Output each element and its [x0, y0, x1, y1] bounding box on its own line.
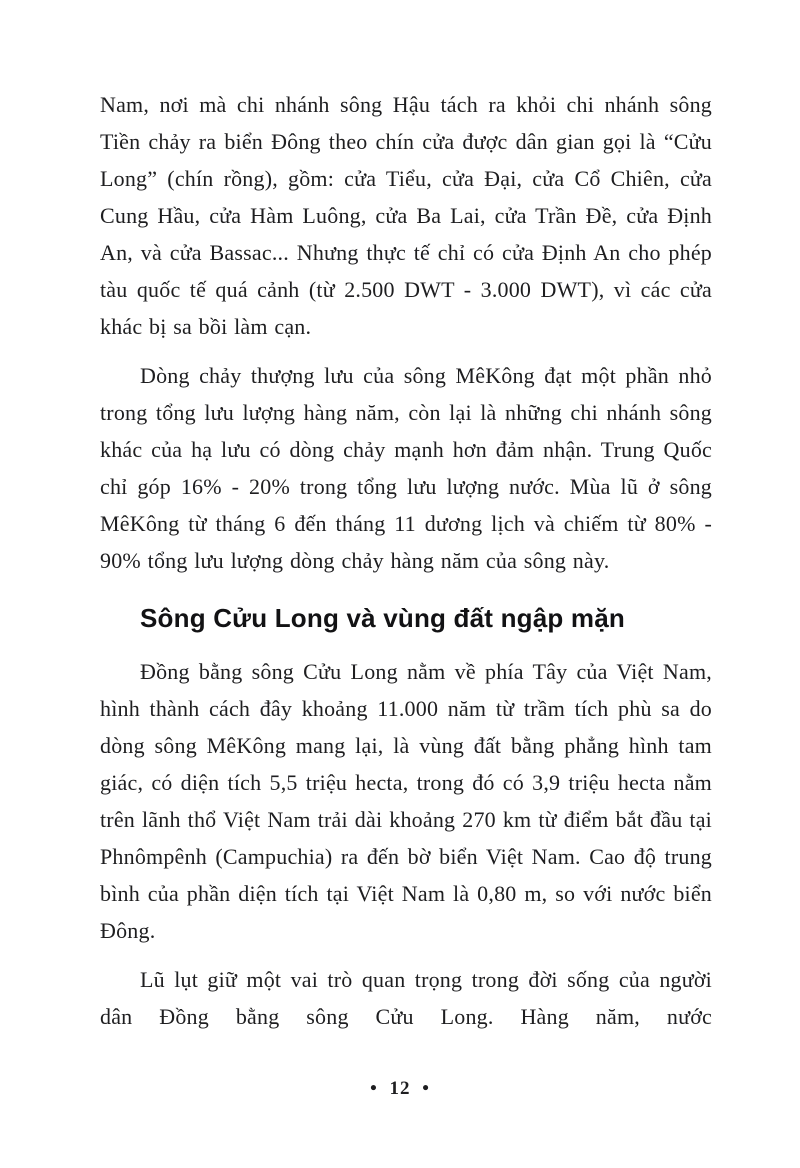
page-number: • 12 •: [370, 1078, 430, 1099]
paragraph-4: Lũ lụt giữ một vai trò quan trọng trong đời sống của người dân Đồng bằng sông Cửu Long. Hàng năm, nước: [100, 967, 712, 1029]
text-block: [100, 86, 712, 1035]
paragraph-3: Đồng bằng sông Cửu Long nằm về phía Tây của Việt Nam, hình thành cách đây khoảng 11.000 năm từ trầm tích phù sa do dòng sông MêKông mang lại, là vùng đất bằng phẳng hình tam giác, có diện tích 5,5 triệu hecta, trong đó có 3,9 triệu hecta nằm trên lãnh thổ Việt Nam trải dài khoảng 270 km từ điểm bắt đầu tại Phnômpênh (Campuchia) ra đến bờ biển Việt Nam. Cao độ trung bình của phần diện tích tại Việt Nam là 0,80 m, so với nước biển Đông.: [100, 659, 712, 943]
section-heading: Sông Cửu Long và vùng đất ngập mặn: [140, 603, 625, 633]
paragraph-2: Dòng chảy thượng lưu của sông MêKông đạt một phần nhỏ trong tổng lưu lượng hàng năm, còn lại là những chi nhánh sông khác của hạ lưu có dòng chảy mạnh hơn đảm nhận. Trung Quốc chỉ góp 16% - 20% trong tổng lưu lượng nước. Mùa lũ ở sông MêKông từ tháng 6 đến tháng 11 dương lịch và chiếm từ 80% - 90% tổng lưu lượng dòng chảy hàng năm của sông này.: [100, 363, 712, 573]
paragraph-1: Nam, nơi mà chi nhánh sông Hậu tách ra khỏi chi nhánh sông Tiền chảy ra biển Đông theo chín cửa được dân gian gọi là “Cửu Long” (chín rồng), gồm: cửa Tiểu, cửa Đại, cửa Cổ Chiên, cửa Cung Hầu, cửa Hàm Luông, cửa Ba Lai, cửa Trần Đề, cửa Định An, và cửa Bassac... Nhưng thực tế chỉ có cửa Định An cho phép tàu quốc tế quá cảnh (từ 2.500 DWT - 3.000 DWT), vì các cửa khác bị sa bồi làm cạn.: [100, 92, 712, 339]
